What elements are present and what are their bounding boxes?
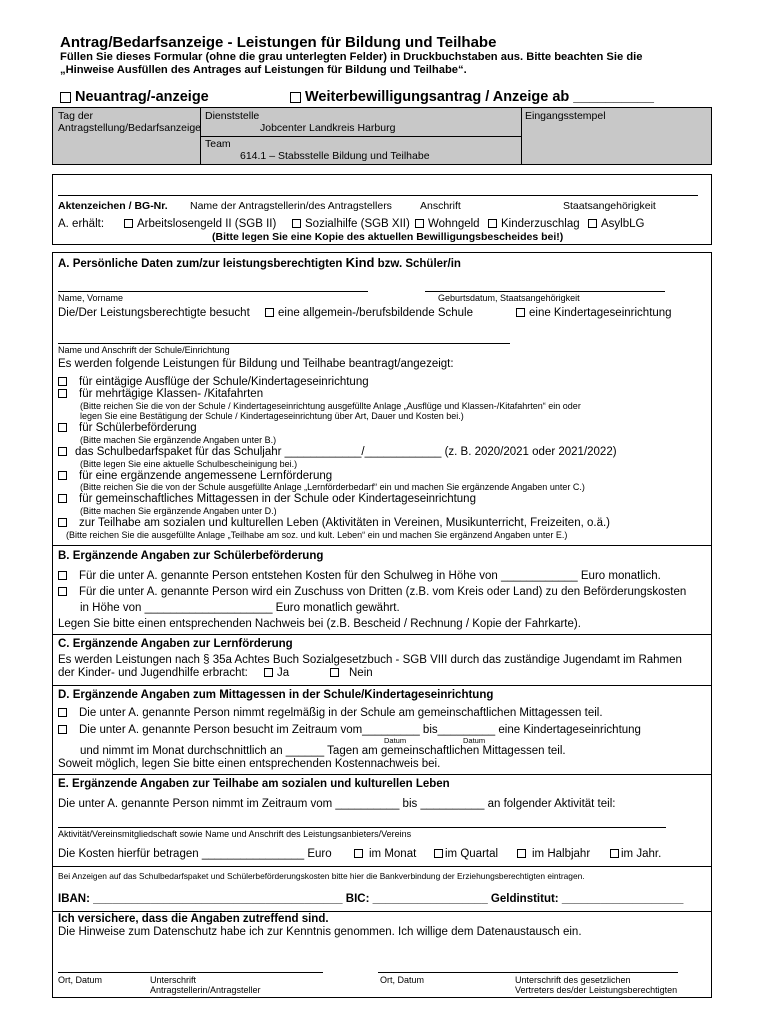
service-item-label: das Schulbedarfspaket für das Schuljahr ____________/____________ (z. B. 2020/2021 oder 2021/2022) [75, 446, 617, 458]
checkbox[interactable] [330, 668, 339, 677]
checkbox[interactable] [264, 668, 273, 677]
checkbox[interactable] [58, 423, 67, 432]
section-e-title: E. Ergänzende Angaben zur Teilhabe am sozialen und kulturellen Leben [58, 778, 450, 790]
aktenzeichen-label: Aktenzeichen / BG-Nr. [58, 200, 168, 212]
section-d-line-4: Soweit möglich, legen Sie bitte einen entsprechenden Kostennachweis bei. [58, 758, 441, 770]
school-name-line[interactable] [58, 343, 510, 344]
place-date-label: Ort, Datum [380, 975, 425, 985]
checkbox[interactable] [292, 219, 301, 228]
applicant-note: (Bitte legen Sie eine Kopie des aktuellen Bewilligungsbescheides bei!) [212, 231, 564, 243]
section-d-item-1[interactable] [58, 707, 603, 719]
checkbox[interactable] [434, 849, 443, 858]
date-label: Tag der [58, 110, 94, 122]
signature-label-2: Antragstellerin/Antragsteller [150, 985, 261, 995]
service-item-6[interactable] [58, 493, 476, 505]
section-a-title [58, 255, 461, 270]
section-c-title: C. Ergänzende Angaben zur Lernförderung [58, 638, 293, 650]
checkbox[interactable] [488, 219, 497, 228]
datum-label-1: Datum [384, 736, 407, 745]
child-birth-label: Geburtsdatum, Staatsangehörigkeit [438, 293, 580, 303]
section-c-line-2: der Kinder- und Jugendhilfe erbracht: [58, 667, 248, 679]
service-note: (Bitte reichen Sie die von der Schule / Kindertageseinrichtung ausgefüllte Anlage „Ausflüge und Klassen-/Kitafahrten“ ein oder [80, 401, 581, 411]
service-item-7[interactable] [58, 517, 610, 529]
checkbox[interactable] [516, 308, 525, 317]
checkbox[interactable] [124, 219, 133, 228]
name-label: Name der Antragstellerin/des Antragstellers [190, 200, 392, 212]
option-new-label: Neuantrag/-anzeige [75, 89, 209, 105]
checkbox[interactable] [58, 471, 67, 480]
option-new[interactable] [60, 89, 209, 105]
form-subtitle [60, 51, 740, 77]
activity-line[interactable] [58, 827, 666, 828]
section-b-item-2[interactable] [58, 586, 686, 598]
checkbox[interactable] [58, 708, 67, 717]
period-label: im Monat [369, 848, 417, 860]
stamp-label: Eingangsstempel [525, 110, 606, 122]
checkbox[interactable] [58, 725, 67, 734]
section-b-line-3: in Höhe von ____________________ Euro monatlich gewährt. [80, 602, 400, 614]
address-label: Anschrift [420, 200, 461, 212]
section-d-line-1: Die unter A. genannte Person nimmt regelmäßig in der Schule am gemeinschaftlichen Mittagessen teil. [79, 707, 603, 719]
benefit-label: Kinderzuschlag [501, 218, 580, 230]
checkbox[interactable] [517, 849, 526, 858]
option-school[interactable] [265, 307, 473, 319]
service-item-label: für gemeinschaftliches Mittagessen in der Schule oder Kindertageseinrichtung [79, 493, 476, 505]
checkbox[interactable] [588, 219, 597, 228]
office-label: Dienststelle [205, 110, 260, 122]
service-item-2[interactable] [58, 388, 263, 400]
activity-label: Aktivität/Vereinsmitgliedschaft sowie Name und Anschrift des Leistungsanbieters/Vereins [58, 829, 412, 839]
signature-line-2[interactable] [378, 972, 678, 973]
benefit-asylblg[interactable] [588, 218, 644, 230]
period-month[interactable] [354, 848, 416, 860]
declaration-text: Die Hinweise zum Datenschutz habe ich zur Kenntnis genommen. Ich willige dem Datenaustausch ein. [58, 926, 582, 938]
divider [521, 107, 522, 165]
services-intro: Es werden folgende Leistungen für Bildung und Teilhabe beantragt/angezeigt: [58, 358, 454, 370]
benefit-alg2[interactable] [124, 218, 276, 230]
date-label-2: Antragstellung/Bedarfsanzeige [58, 122, 202, 134]
checkbox[interactable] [58, 518, 67, 527]
checkbox[interactable] [58, 447, 67, 456]
child-name-line[interactable] [58, 291, 368, 292]
yes-label: Ja [277, 667, 290, 679]
service-item-1[interactable] [58, 376, 369, 388]
applicant-line[interactable] [58, 195, 698, 196]
section-divider [52, 774, 711, 775]
checkbox[interactable] [58, 587, 67, 596]
kita-label: eine Kindertageseinrichtung [529, 307, 672, 319]
bank-fields[interactable]: IBAN: _______________________________________ BIC: __________________ Geldinstitut: ___________________ [58, 893, 684, 905]
service-item-label: für mehrtägige Klassen- /Kitafahrten [79, 388, 264, 400]
section-c-line-1: Es werden Leistungen nach § 35a Achtes Buch Sozialgesetzbuch - SGB VIII durch das zuständige Jugendamt im Rahmen [58, 654, 682, 666]
divider [200, 136, 521, 137]
section-a-title-kind: Kind [345, 255, 375, 270]
service-note: (Bitte machen Sie ergänzende Angaben unter B.) [80, 435, 277, 445]
section-d-item-2[interactable] [58, 724, 641, 736]
cost-label: Die Kosten hierfür betragen ________________ Euro [58, 848, 332, 860]
option-renewal[interactable] [290, 89, 654, 105]
section-d-line-3: und nimmt im Monat durchschnittlich an ______ Tagen am gemeinschaftlichen Mittagessen teil. [80, 745, 566, 757]
benefit-label: AsylbLG [601, 218, 645, 230]
period-halfyear[interactable] [517, 848, 590, 860]
subtitle-line-1: Füllen Sie dieses Formular (ohne die grau unterlegten Felder) in Druckbuchstaben aus. Bitte beachten Sie die [60, 51, 643, 63]
section-b-line-4: Legen Sie bitte einen entsprechenden Nachweis bei (z.B. Bescheid / Rechnung / Kopie der Fahrkarte). [58, 618, 581, 630]
period-label: im Jahr. [621, 848, 662, 860]
period-year[interactable] [610, 848, 661, 860]
section-b-item-1[interactable] [58, 570, 661, 582]
receives-label: A. erhält: [58, 218, 105, 230]
service-item-label: für eine ergänzende angemessene Lernförderung [79, 470, 333, 482]
office-value: Jobcenter Landkreis Harburg [260, 122, 396, 134]
section-b-title: B. Ergänzende Angaben zur Schülerbeförderung [58, 550, 324, 562]
option-yes[interactable] [264, 667, 289, 679]
section-e-line-1: Die unter A. genannte Person nimmt im Zeitraum vom __________ bis __________ an folgender Aktivität teil: [58, 798, 616, 810]
section-divider [52, 911, 711, 912]
section-b-line-2: Für die unter A. genannte Person wird ein Zuschuss von Dritten (z.B. vom Kreis oder Land) zu den Beförderungskosten [79, 586, 687, 598]
subtitle-line-2: „Hinweise Ausfüllen des Antrages auf Leistungen für Bildung und Teilhabe“. [60, 64, 467, 76]
section-divider [52, 545, 711, 546]
service-item-4[interactable] [58, 446, 617, 458]
service-note: legen Sie eine Bestätigung der Schule / Kindertageseinrichtung über Art, Dauer und Kosten bei.) [80, 411, 464, 421]
service-item-label: zur Teilhabe am sozialen und kulturellen Leben (Aktivitäten in Vereinen, Musikunterricht, Freizeiten, o.ä.) [79, 517, 610, 529]
declaration-title: Ich versichere, dass die Angaben zutreffend sind. [58, 913, 329, 925]
section-divider [52, 685, 711, 686]
form-title: Antrag/Bedarfsanzeige - Leistungen für Bildung und Teilhabe [60, 34, 497, 51]
service-note: (Bitte machen Sie ergänzende Angaben unter D.) [80, 506, 277, 516]
benefit-label: Wohngeld [428, 218, 480, 230]
checkbox[interactable] [354, 849, 363, 858]
attends-label: Die/Der Leistungsberechtigte besucht [58, 307, 250, 319]
service-item-3[interactable] [58, 422, 197, 434]
section-a-title-pre: A. Persönliche Daten zum/zur leistungsberechtigten [58, 258, 346, 270]
team-label: Team [205, 138, 231, 150]
option-kita[interactable] [516, 307, 672, 319]
checkbox[interactable] [58, 494, 67, 503]
service-note: (Bitte legen Sie eine aktuelle Schulbescheinigung bei.) [80, 459, 298, 469]
benefit-sozialhilfe[interactable] [292, 218, 410, 230]
child-birth-line[interactable] [425, 291, 665, 292]
section-divider [52, 634, 711, 635]
benefit-label: Arbeitslosengeld II (SGB II) [137, 218, 277, 230]
service-item-5[interactable] [58, 470, 332, 482]
child-name-label: Name, Vorname [58, 293, 124, 303]
period-label: im Quartal [445, 848, 499, 860]
period-quarter[interactable] [434, 848, 498, 860]
option-no[interactable] [330, 667, 373, 679]
benefit-label: Sozialhilfe (SGB XII) [305, 218, 410, 230]
checkbox[interactable] [415, 219, 424, 228]
service-note: (Bitte reichen Sie die von der Schule ausgefüllte Anlage „Lernförderbedarf“ ein und machen Sie ergänzende Angaben unter C.) [80, 482, 585, 492]
checkbox-renewal[interactable] [290, 92, 301, 103]
service-item-label: für Schülerbeförderung [79, 422, 197, 434]
signature-line-1[interactable] [58, 972, 323, 973]
nationality-label: Staatsangehörigkeit [563, 200, 656, 212]
section-d-line-2: Die unter A. genannte Person besucht im Zeitraum vom_________ bis_________ eine Kindertageseinrichtung [79, 724, 641, 736]
datum-label-2: Datum [463, 736, 486, 745]
checkbox[interactable] [58, 571, 67, 580]
section-d-title: D. Ergänzende Angaben zum Mittagessen in der Schule/Kindertageseinrichtung [58, 689, 494, 701]
school-name-label: Name und Anschrift der Schule/Einrichtung [58, 345, 230, 355]
service-note: (Bitte reichen Sie die ausgefüllte Anlage „Teilhabe am soz. und kult. Leben“ ein und machen Sie ergänzend Angaben unter E.) [66, 530, 568, 540]
benefit-kinderzuschlag[interactable] [488, 218, 580, 230]
section-divider [52, 866, 711, 867]
benefit-wohngeld[interactable] [415, 218, 480, 230]
checkbox-new[interactable] [60, 92, 71, 103]
checkbox[interactable] [610, 849, 619, 858]
place-date-label: Ort, Datum [58, 975, 103, 985]
checkbox[interactable] [58, 389, 67, 398]
section-b-line-1: Für die unter A. genannte Person entstehen Kosten für den Schulweg in Höhe von ____________ Euro monatlich. [79, 570, 661, 582]
guardian-signature-label: Unterschrift des gesetzlichen [515, 975, 631, 985]
school-label: eine allgemein-/berufsbildende Schule [278, 307, 473, 319]
guardian-signature-label-2: Vertreters des/der Leistungsberechtigten [515, 985, 678, 995]
signature-label: Unterschrift [150, 975, 197, 985]
bank-note: Bei Anzeigen auf das Schulbedarfspaket und Schülerbeförderungskosten bitte hier die Bankverbindung der Erziehungsberechtigten eintragen. [58, 871, 585, 881]
option-renewal-label: Weiterbewilligungsantrag / Anzeige ab __________ [305, 89, 654, 105]
service-item-label: für eintägige Ausflüge der Schule/Kindertageseinrichtung [79, 376, 369, 388]
section-a-title-post: bzw. Schüler/in [374, 258, 461, 270]
period-label: im Halbjahr [532, 848, 591, 860]
checkbox[interactable] [58, 377, 67, 386]
checkbox[interactable] [265, 308, 274, 317]
team-value: 614.1 – Stabsstelle Bildung und Teilhabe [240, 150, 430, 162]
no-label: Nein [349, 667, 373, 679]
